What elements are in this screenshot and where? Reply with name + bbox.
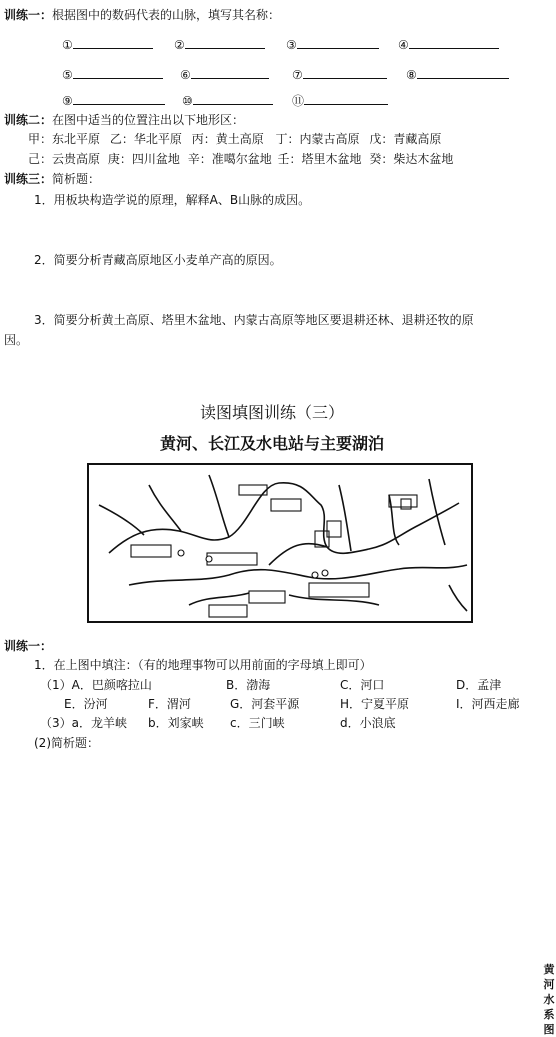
blank-label: ① — [62, 38, 73, 52]
blank-4[interactable] — [398, 36, 499, 52]
blank-label: ⑪ — [292, 94, 305, 108]
option-g: G．河套平源 — [230, 697, 300, 711]
blank-6[interactable] — [180, 66, 269, 82]
region-item: 甲：东北平原 — [28, 132, 101, 146]
blank-label: ⑤ — [62, 68, 73, 82]
map-side-label: 黄河水系图 — [543, 963, 555, 1036]
option-c-lower: c．三门峡 — [230, 716, 285, 730]
region-item: 乙：华北平原 — [109, 132, 182, 146]
blank-7[interactable] — [292, 66, 387, 82]
region-item: 戊：青藏高原 — [369, 132, 442, 146]
section3-heading: 训练三： — [4, 172, 53, 186]
region-item: 丙：黄土高原 — [191, 132, 264, 146]
option-c: C．河口 — [340, 678, 385, 692]
page-title: 读图填图训练（三） — [199, 403, 344, 422]
question-1: 1．用板块构造学说的原理，解释A、B山脉的成因。 — [34, 193, 311, 207]
analysis-heading: (2)简析题： — [34, 736, 99, 750]
option-b-lower: b．刘家峡 — [148, 716, 204, 730]
option-a-lower: （3）a．龙羊峡 — [40, 716, 127, 730]
yellow-river-line — [109, 483, 459, 553]
blank-label: ④ — [398, 38, 409, 52]
blank-10[interactable] — [182, 92, 273, 108]
option-a: （1）A．巴颜喀拉山 — [40, 678, 152, 692]
section1-heading: 训练一： — [4, 8, 53, 22]
question-3-line2: 因。 — [4, 333, 29, 347]
blank-label: ⑦ — [292, 68, 303, 82]
blank-label: ② — [174, 38, 185, 52]
blank-label: ⑥ — [180, 68, 191, 82]
blank-label: ⑩ — [182, 94, 193, 108]
blank-11[interactable] — [292, 92, 388, 109]
option-i: I．河西走廊 — [456, 697, 520, 711]
region-item: 己：云贵高原 — [28, 152, 101, 166]
option-b: B．渤海 — [226, 678, 271, 692]
page-subtitle: 黄河、长江及水电站与主要湖泊 — [159, 434, 384, 453]
section2-heading: 训练二： — [4, 113, 53, 127]
section3-line — [4, 170, 100, 187]
blank-1[interactable] — [62, 36, 153, 52]
blank-2[interactable] — [174, 36, 265, 52]
section1-instruction: 根据图中的数码代表的山脉，填写其名称： — [52, 8, 281, 22]
map-drawing — [89, 465, 471, 621]
blank-8[interactable] — [406, 66, 509, 82]
region-item: 癸：柴达木盆地 — [369, 152, 454, 166]
section4-heading: 训练一： — [4, 639, 53, 653]
region-item: 庚：四川盆地 — [107, 152, 180, 166]
blank-3[interactable] — [286, 36, 379, 52]
section3-instruction: 简析题： — [52, 172, 101, 186]
question-3-line1: 3．简要分析黄土高原、塔里木盆地、内蒙古高原等地区要退耕还林、退耕还牧的原 — [34, 313, 474, 327]
option-d-lower: d．小浪底 — [340, 716, 396, 730]
blank-label: ⑨ — [62, 94, 73, 108]
fill-instruction: 1．在上图中填注：（有的地理事物可以用前面的字母填上即可） — [34, 658, 372, 672]
section2-instruction: 在图中适当的位置注出以下地形区： — [52, 113, 245, 127]
question-2: 2．简要分析青藏高原地区小麦单产高的原因。 — [34, 253, 282, 267]
blank-5[interactable] — [62, 66, 163, 82]
option-e: E．汾河 — [64, 697, 108, 711]
region-item: 辛：准噶尔盆地 — [187, 152, 272, 166]
blank-label: ⑧ — [406, 68, 417, 82]
blank-9[interactable] — [62, 92, 165, 108]
region-row-2 — [28, 150, 453, 167]
section1-line — [4, 6, 280, 23]
section2-line — [4, 111, 244, 128]
region-item: 壬：塔里木盆地 — [277, 152, 362, 166]
option-h: H．宁夏平原 — [340, 697, 410, 711]
option-f: F．渭河 — [148, 697, 191, 711]
blank-label: ③ — [286, 38, 297, 52]
region-row-1 — [28, 130, 441, 147]
region-item: 丁：内蒙古高原 — [275, 132, 360, 146]
yangtze-river-line — [129, 565, 467, 585]
option-d: D．孟津 — [456, 678, 502, 692]
